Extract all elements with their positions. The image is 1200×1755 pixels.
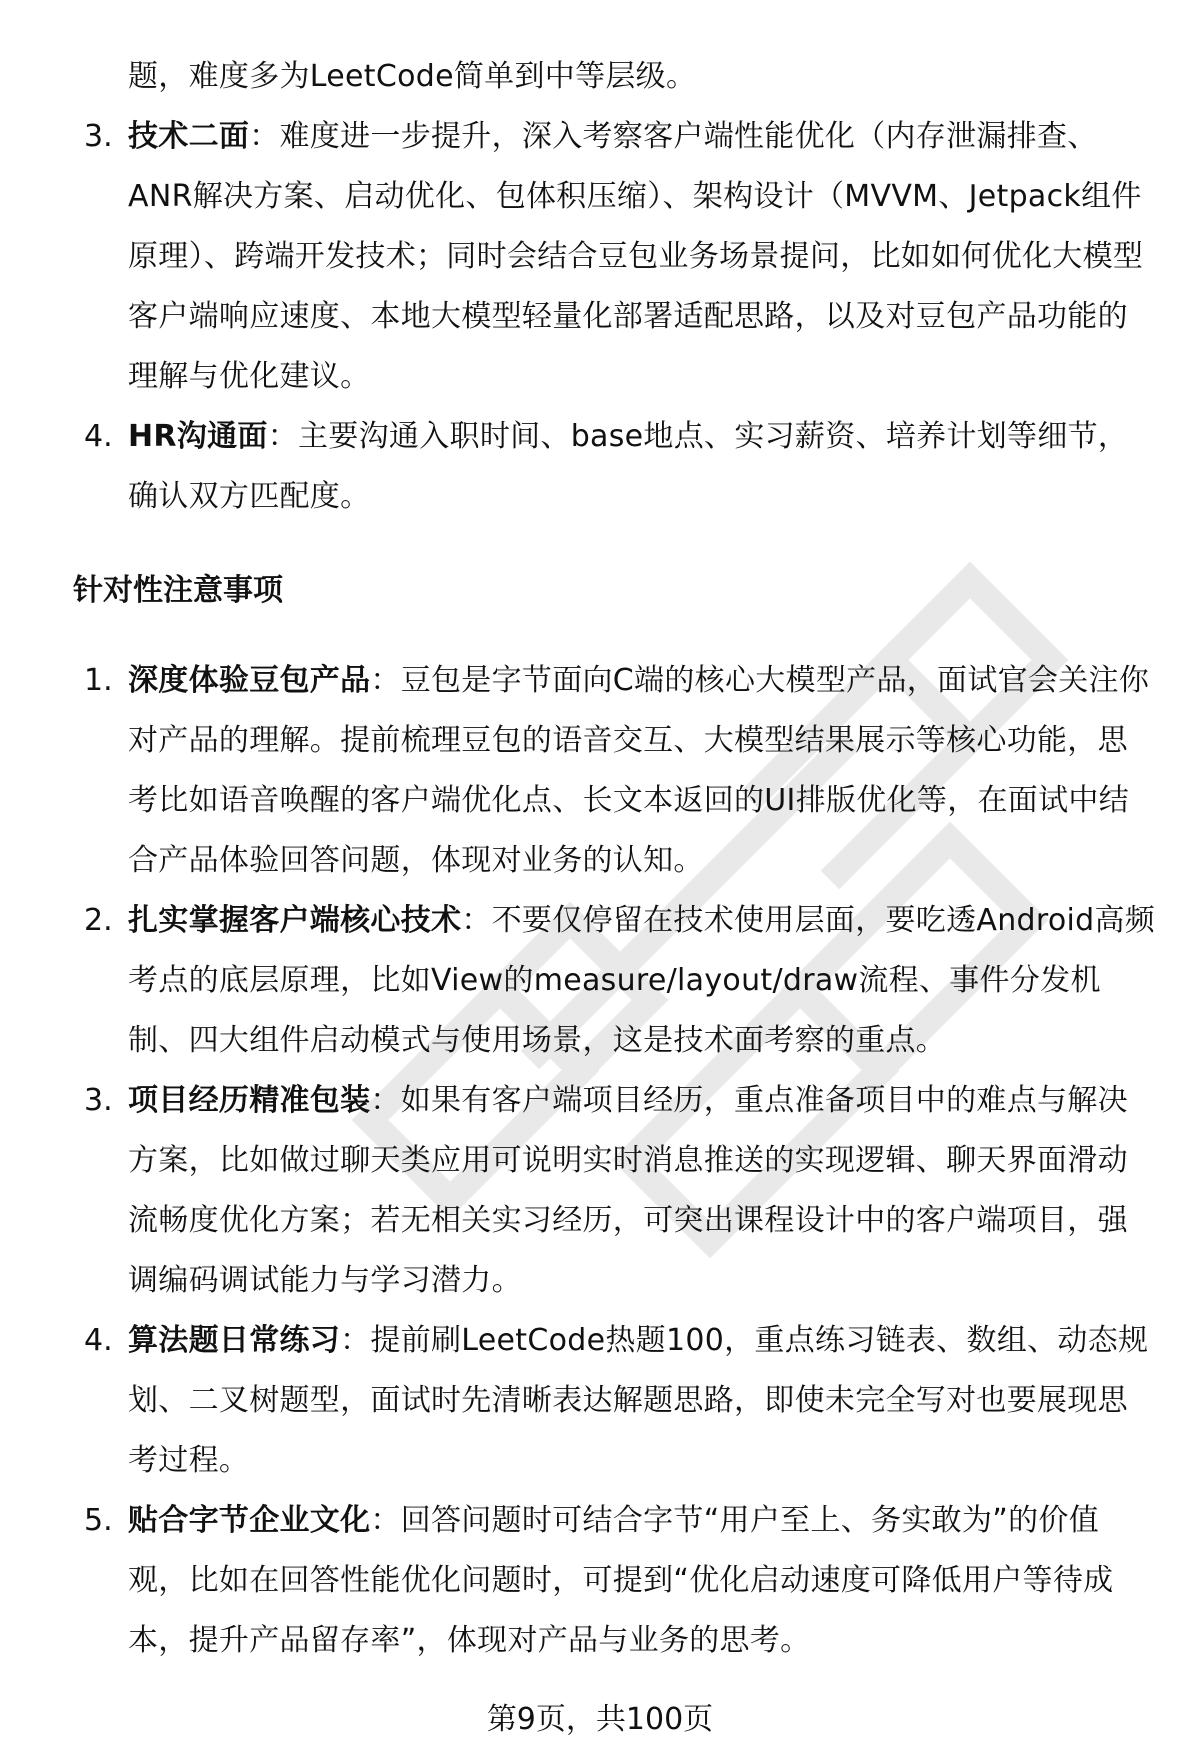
section-heading: 针对性注意事项 <box>73 573 283 608</box>
page-footer: 第9页，共100页 <box>486 1702 714 1737</box>
list-item-body <box>128 107 1158 407</box>
item-title: HR沟通面 <box>128 419 268 454</box>
item-text: ：豆包是字节面向C端的核心大模型产品，面试官会关注你对产品的理解。提前梳理豆包的语音交互、大模型结果展示等核心功能，思考比如语音唤醒的客户端优化点、长文本返回的UI排版优化等，在面试中结合产品体验回答问题，体现对业务的认知。 <box>128 663 1150 878</box>
list-item <box>0 1071 1158 1311</box>
item-text: ：如果有客户端项目经历，重点准备项目中的难点与解决方案，比如做过聊天类应用可说明实时消息推送的实现逻辑、聊天界面滑动流畅度优化方案；若无相关实习经历，可突出课程设计中的客户端项目，强调编码调试能力与学习潜力。 <box>128 1083 1128 1298</box>
list-number: 1. <box>84 663 113 698</box>
list-item-body <box>128 1491 1158 1671</box>
content <box>0 47 1200 1671</box>
list-number: 4. <box>84 1323 113 1358</box>
list-item <box>0 107 1158 407</box>
list-item <box>0 1491 1158 1671</box>
list-item-body <box>128 651 1158 891</box>
tips-list <box>0 651 1200 1671</box>
item-title: 算法题日常练习 <box>128 1323 341 1358</box>
list-item <box>0 1311 1158 1491</box>
item-title: 项目经历精准包装 <box>128 1083 371 1118</box>
list-item-body <box>128 891 1158 1071</box>
list-item <box>0 891 1158 1071</box>
interview-steps-list <box>0 107 1200 527</box>
list-item-body <box>128 1071 1158 1311</box>
item-title: 扎实掌握客户端核心技术 <box>128 903 462 938</box>
list-item-body <box>128 407 1158 527</box>
item-title: 贴合字节企业文化 <box>128 1503 371 1538</box>
list-number: 3. <box>84 1083 113 1118</box>
list-number: 3. <box>84 119 113 154</box>
item-text: ：提前刷LeetCode热题100，重点练习链表、数组、动态规划、二叉树题型，面试时先清晰表达解题思路，即使未完全写对也要展现思考过程。 <box>128 1323 1149 1478</box>
item-text: ：回答问题时可结合字节“用户至上、务实敢为”的价值观，比如在回答性能优化问题时，可提到“优化启动速度可降低用户等待成本，提升产品留存率”，体现对产品与业务的思考。 <box>128 1503 1114 1658</box>
list-item <box>0 407 1158 527</box>
item-text: ：难度进一步提升，深入考察客户端性能优化（内存泄漏排查、ANR解决方案、启动优化、包体积压缩）、架构设计（MVVM、Jetpack组件原理）、跨端开发技术；同时会结合豆包业务场景提问，比如如何优化大模型客户端响应速度、本地大模型轻量化部署适配思路，以及对豆包产品功能的理解与优化建议。 <box>128 119 1144 394</box>
item-title: 技术二面 <box>128 119 250 154</box>
list-number: 5. <box>84 1503 113 1538</box>
list-item-body <box>128 1311 1158 1491</box>
list-number: 2. <box>84 903 113 938</box>
list-number: 4. <box>84 419 113 454</box>
list-item <box>0 651 1158 891</box>
item-title: 深度体验豆包产品 <box>128 663 371 698</box>
continued-paragraph: 题，难度多为LeetCode简单到中等层级。 <box>128 59 697 94</box>
item-text: ：主要沟通入职时间、base地点、实习薪资、培养计划等细节，确认双方匹配度。 <box>128 419 1129 514</box>
item-text: ：不要仅停留在技术使用层面，要吃透Android高频考点的底层原理，比如View的measure/layout/draw流程、事件分发机制、四大组件启动模式与使用场景，这是技术面考察的重点。 <box>128 903 1156 1058</box>
